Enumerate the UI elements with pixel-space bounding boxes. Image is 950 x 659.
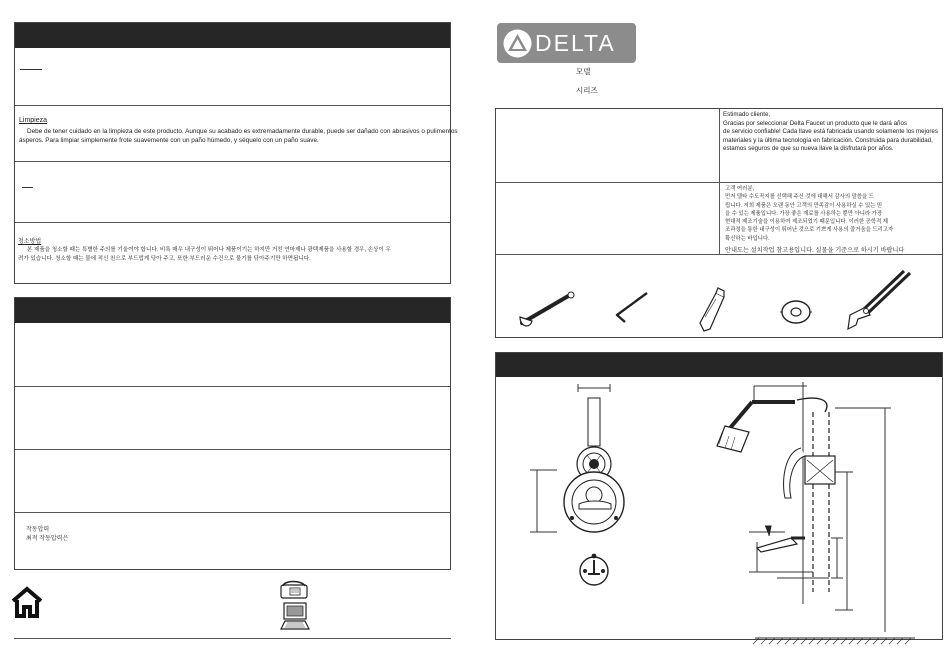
showerhead-front-view: [577, 384, 611, 481]
korean-line: 립니다. 저희 제품은 오랜 동안 고객의 만족감이 사용하실 수 있는 믿: [725, 202, 883, 209]
divider: [15, 161, 450, 162]
hex-key-icon: [611, 289, 651, 324]
spanish-line: materiales y la última tecnología en fabricación. Construida para durabilidad,: [723, 136, 933, 144]
left-section-2: [14, 297, 451, 570]
computer-icon: [280, 601, 310, 631]
divider: [496, 254, 942, 255]
left-section-2-header: [15, 298, 450, 323]
korean-line: 을 수 있는 제품입니다. 가장 좋은 재료를 사용하는 뿐만 아니라 가장: [725, 210, 883, 217]
operating-pressure-label: 작동압력: [26, 527, 50, 533]
korean-letter: [725, 185, 893, 243]
model-label: 모델: [576, 67, 591, 76]
spanish-letter: [723, 111, 938, 154]
phone-icon: [280, 579, 310, 599]
wrench-icon: [518, 289, 578, 329]
divider: [15, 222, 450, 223]
series-label: 시리즈: [576, 86, 598, 95]
divider: [15, 386, 450, 387]
korean-line: 조과정을 통한 내구성이 뛰어난 것으로 기쁘게 사용의 즐거움을 드리고자: [725, 227, 894, 234]
korean-cleaning-heading: 청소방법: [18, 239, 42, 245]
valve-trim-front-view: [530, 470, 624, 532]
spanish-line: Estimado cliente,: [723, 111, 771, 118]
delta-triangle-icon: [502, 28, 533, 59]
divider: [15, 449, 450, 450]
limpieza-text-1: Debe de tener cuidado en la limpieza de este producto. Aunque su acabado es extremadamente durable, puede ser dañado con abrasivos o pulimentos: [27, 128, 458, 135]
korean-note: 안내도는 설치작업 참고용입니다. 실물을 기준으로 하시기 바랍니다: [725, 247, 905, 254]
korean-line: 고객 여러분,: [725, 186, 755, 192]
pliers-icon: [844, 269, 914, 333]
divider: [15, 105, 450, 106]
korean-cleaning-text-1: 본 제품을 청소할 때는 특별한 주의를 기울여야 합니다. 비록 매우 내구성이 뛰어나 제품이기는 하지만 거친 연마제나 광택제품을 사용할 경우, 손상이 우: [27, 247, 391, 253]
divider: [496, 182, 942, 183]
delta-logo-text: DELTA: [535, 30, 616, 56]
korean-line: 먼저 델타 수도꼭지를 선택해 주신 것에 대해서 감사의 말씀을 드: [725, 194, 874, 201]
bottom-rule: [14, 638, 451, 639]
left-section-1: [14, 22, 458, 284]
spanish-line: Gracias por seleccionar Delta Faucet un producto que le dará años: [723, 119, 908, 127]
divider: [15, 512, 450, 513]
underline-mark: [20, 69, 42, 70]
korean-line: 현대적 제조기술을 이용하여 제조되었기 때문입니다. 이러한 공학적 제: [725, 219, 888, 226]
spanish-line: estamos seguros de que su nueva llave la disfrutará por años.: [723, 145, 894, 152]
delta-logo: [497, 23, 636, 63]
underline-mark: [22, 187, 33, 188]
spanish-line: de servicio confiable! Cada llave está fabricada usando solamente los mejores: [723, 128, 938, 135]
sealant-tube-icon: [696, 287, 728, 333]
diverter-front-view: [580, 554, 608, 585]
left-section-1-header: [15, 23, 450, 48]
limpieza-text-2: ásperos. Para limpiar simplemente frote suavemente con un paño húmedo, y séquelo con un paño suave.: [19, 137, 319, 144]
intro-box: [495, 108, 943, 338]
korean-cleaning-text-2: 려가 있습니다. 청소할 때는 물에 적신 천으로 부드럽게 닦아 주고, 또한 부드러운 수건으로 물기를 닦아주기만 하면됩니다.: [18, 256, 311, 262]
home-icon: [11, 586, 43, 618]
rough-in-diagram: [495, 352, 943, 640]
limpieza-heading: Limpieza: [19, 117, 48, 124]
korean-line: 확신하는 바입니다.: [725, 235, 770, 242]
optimal-pressure-label: 최적 작동압력은: [26, 536, 69, 542]
plumbers-tape-icon: [779, 299, 813, 325]
valve-side-view: [717, 382, 915, 644]
